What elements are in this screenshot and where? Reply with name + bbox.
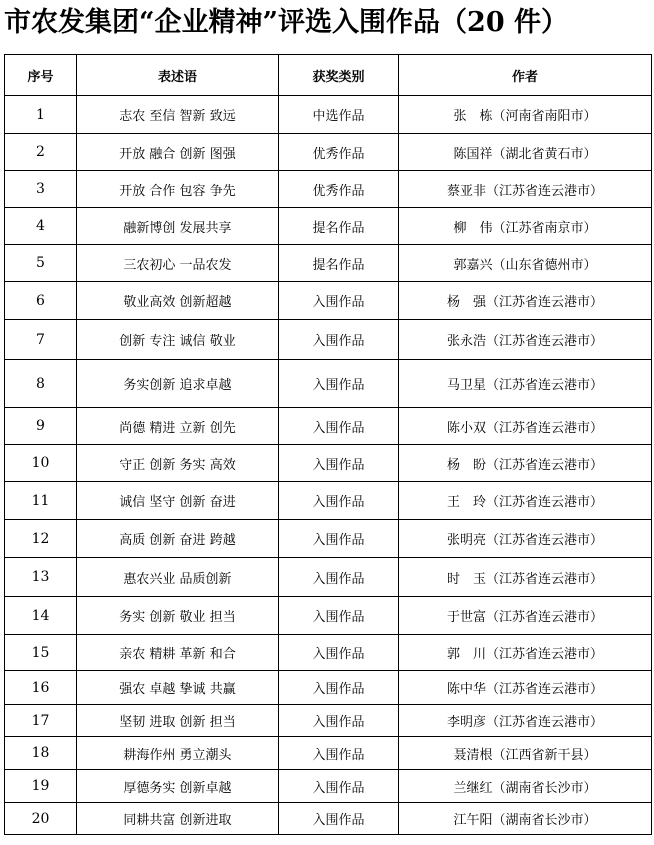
row-award: 入围作品 bbox=[279, 360, 399, 408]
row-award: 提名作品 bbox=[279, 208, 399, 245]
table-row bbox=[5, 597, 652, 635]
row-index: 7 bbox=[5, 320, 77, 360]
row-author: 江午阳（湖南省长沙市） bbox=[399, 803, 652, 835]
row-author: 张 栋（河南省南阳市） bbox=[399, 96, 652, 134]
row-award: 入围作品 bbox=[279, 282, 399, 320]
row-award: 中选作品 bbox=[279, 96, 399, 134]
table-row bbox=[5, 705, 652, 737]
row-award: 入围作品 bbox=[279, 445, 399, 482]
row-index: 3 bbox=[5, 171, 77, 208]
row-index: 19 bbox=[5, 770, 77, 803]
row-award: 入围作品 bbox=[279, 737, 399, 770]
row-slogan: 敬业高效 创新超越 bbox=[77, 282, 279, 320]
row-slogan: 强农 卓越 挚诚 共赢 bbox=[77, 671, 279, 705]
row-author: 于世富（江苏省连云港市） bbox=[399, 597, 652, 635]
row-index: 15 bbox=[5, 635, 77, 671]
row-index: 10 bbox=[5, 445, 77, 482]
row-slogan: 厚德务实 创新卓越 bbox=[77, 770, 279, 803]
row-slogan: 诚信 坚守 创新 奋进 bbox=[77, 482, 279, 520]
row-award: 入围作品 bbox=[279, 320, 399, 360]
header-award: 获奖类别 bbox=[279, 55, 399, 96]
row-index: 16 bbox=[5, 671, 77, 705]
header-author: 作者 bbox=[399, 55, 652, 96]
row-award: 入围作品 bbox=[279, 770, 399, 803]
table-row bbox=[5, 520, 652, 558]
row-author: 郭 川（江苏省连云港市） bbox=[399, 635, 652, 671]
row-award: 入围作品 bbox=[279, 705, 399, 737]
row-slogan: 耕海作州 勇立潮头 bbox=[77, 737, 279, 770]
row-slogan: 同耕共富 创新进取 bbox=[77, 803, 279, 835]
table-row bbox=[5, 208, 652, 245]
row-author: 时 玉（江苏省连云港市） bbox=[399, 558, 652, 597]
table-header-row bbox=[5, 55, 652, 96]
row-index: 4 bbox=[5, 208, 77, 245]
row-index: 11 bbox=[5, 482, 77, 520]
row-award: 入围作品 bbox=[279, 408, 399, 445]
header-index: 序号 bbox=[5, 55, 77, 96]
row-award: 入围作品 bbox=[279, 597, 399, 635]
row-slogan: 坚韧 进取 创新 担当 bbox=[77, 705, 279, 737]
row-award: 入围作品 bbox=[279, 803, 399, 835]
row-index: 13 bbox=[5, 558, 77, 597]
table-row bbox=[5, 171, 652, 208]
table-row bbox=[5, 803, 652, 835]
row-slogan: 志农 至信 智新 致远 bbox=[77, 96, 279, 134]
table-row bbox=[5, 360, 652, 408]
row-index: 1 bbox=[5, 96, 77, 134]
row-index: 8 bbox=[5, 360, 77, 408]
row-index: 14 bbox=[5, 597, 77, 635]
row-slogan: 务实创新 追求卓越 bbox=[77, 360, 279, 408]
table-row bbox=[5, 737, 652, 770]
row-index: 17 bbox=[5, 705, 77, 737]
table-row bbox=[5, 558, 652, 597]
table-row bbox=[5, 245, 652, 282]
table-body bbox=[5, 96, 652, 835]
row-author: 柳 伟（江苏省南京市） bbox=[399, 208, 652, 245]
row-slogan: 融新博创 发展共享 bbox=[77, 208, 279, 245]
row-slogan: 三农初心 一品农发 bbox=[77, 245, 279, 282]
row-slogan: 亲农 精耕 革新 和合 bbox=[77, 635, 279, 671]
row-award: 优秀作品 bbox=[279, 171, 399, 208]
table-row bbox=[5, 134, 652, 171]
row-award: 提名作品 bbox=[279, 245, 399, 282]
row-index: 12 bbox=[5, 520, 77, 558]
row-index: 18 bbox=[5, 737, 77, 770]
table-row bbox=[5, 635, 652, 671]
row-slogan: 开放 融合 创新 图强 bbox=[77, 134, 279, 171]
row-author: 王 玲（江苏省连云港市） bbox=[399, 482, 652, 520]
row-author: 张永浩（江苏省连云港市） bbox=[399, 320, 652, 360]
table-row bbox=[5, 671, 652, 705]
row-author: 兰继红（湖南省长沙市） bbox=[399, 770, 652, 803]
table-row bbox=[5, 96, 652, 134]
row-slogan: 创新 专注 诚信 敬业 bbox=[77, 320, 279, 360]
page-title: 市农发集团“企业精神”评选入围作品（20 件） bbox=[4, 7, 569, 38]
header-slogan: 表述语 bbox=[77, 55, 279, 96]
table-row bbox=[5, 482, 652, 520]
row-author: 陈中华（江苏省连云港市） bbox=[399, 671, 652, 705]
row-author: 张明亮（江苏省连云港市） bbox=[399, 520, 652, 558]
row-author: 郭嘉兴（山东省德州市） bbox=[399, 245, 652, 282]
row-index: 5 bbox=[5, 245, 77, 282]
row-index: 9 bbox=[5, 408, 77, 445]
row-author: 马卫星（江苏省连云港市） bbox=[399, 360, 652, 408]
row-author: 陈小双（江苏省连云港市） bbox=[399, 408, 652, 445]
row-slogan: 务实 创新 敬业 担当 bbox=[77, 597, 279, 635]
table-row bbox=[5, 408, 652, 445]
row-index: 2 bbox=[5, 134, 77, 171]
row-award: 入围作品 bbox=[279, 558, 399, 597]
row-index: 20 bbox=[5, 803, 77, 835]
row-author: 陈国祥（湖北省黄石市） bbox=[399, 134, 652, 171]
row-slogan: 惠农兴业 品质创新 bbox=[77, 558, 279, 597]
row-author: 聂清根（江西省新干县） bbox=[399, 737, 652, 770]
row-award: 入围作品 bbox=[279, 635, 399, 671]
row-award: 入围作品 bbox=[279, 520, 399, 558]
row-award: 入围作品 bbox=[279, 671, 399, 705]
row-slogan: 高质 创新 奋进 跨越 bbox=[77, 520, 279, 558]
table-row bbox=[5, 320, 652, 360]
row-author: 杨 盼（江苏省连云港市） bbox=[399, 445, 652, 482]
table-row bbox=[5, 770, 652, 803]
row-author: 杨 强（江苏省连云港市） bbox=[399, 282, 652, 320]
table-row bbox=[5, 445, 652, 482]
table-row bbox=[5, 282, 652, 320]
results-table bbox=[4, 54, 652, 835]
row-award: 入围作品 bbox=[279, 482, 399, 520]
row-slogan: 尚德 精进 立新 创先 bbox=[77, 408, 279, 445]
row-slogan: 守正 创新 务实 高效 bbox=[77, 445, 279, 482]
row-slogan: 开放 合作 包容 争先 bbox=[77, 171, 279, 208]
row-author: 蔡亚非（江苏省连云港市） bbox=[399, 171, 652, 208]
row-author: 李明彦（江苏省连云港市） bbox=[399, 705, 652, 737]
row-award: 优秀作品 bbox=[279, 134, 399, 171]
row-index: 6 bbox=[5, 282, 77, 320]
